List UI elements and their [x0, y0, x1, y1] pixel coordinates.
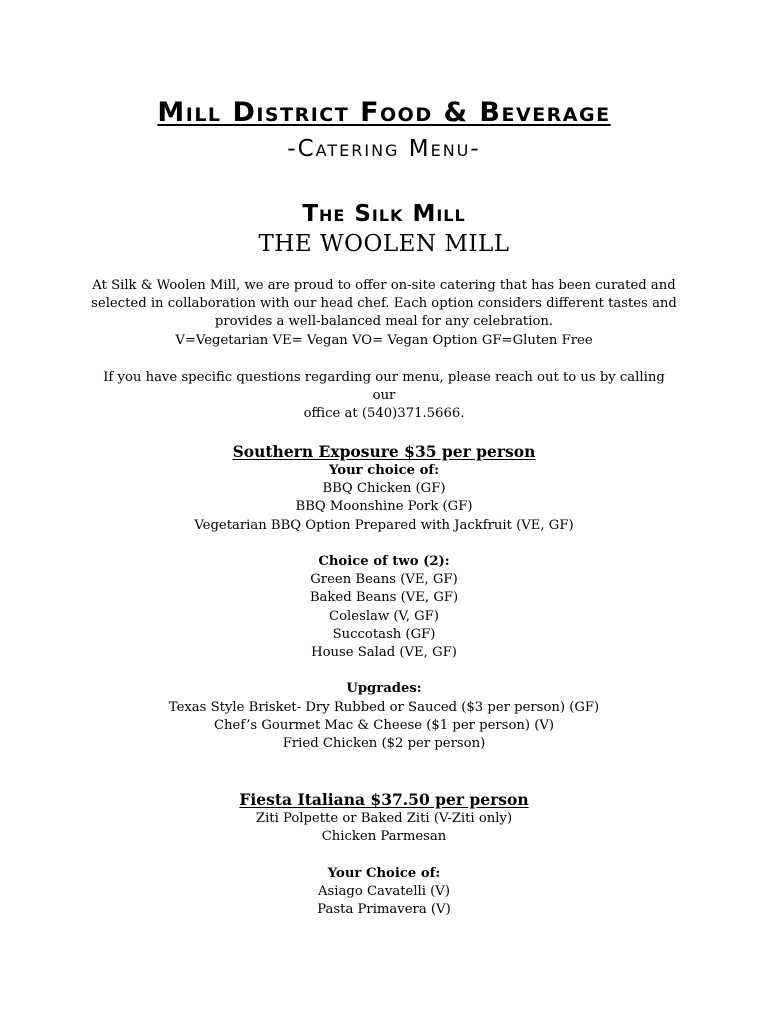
page-subtitle: -Catering Menu-: [287, 136, 481, 162]
menu-item: Pasta Primavera (V): [317, 902, 451, 917]
intro-paragraph: [90, 277, 678, 350]
menu-item: House Salad (VE, GF): [311, 645, 457, 661]
contact-line: If you have specific questions regarding our menu, please reach out to us by calling our: [103, 370, 665, 404]
group-heading: Upgrades:: [346, 681, 422, 697]
contact-line: office at (540)371.5666.: [303, 406, 465, 422]
venue-name-silk-mill: The Silk Mill: [302, 201, 466, 227]
menu-item: Chicken Parmesan: [321, 829, 447, 845]
section-title: Fiesta Italiana $37.50 per person: [239, 790, 529, 809]
menu-item: Succotash (GF): [332, 626, 436, 642]
menu-item: Baked Beans (VE, GF): [309, 590, 459, 606]
menu-item: Chef’s Gourmet Mac & Cheese ($1 per person) (V): [213, 717, 555, 733]
intro-line: provides a well-balanced meal for any celebration.: [214, 314, 554, 330]
menu-item: BBQ Moonshine Pork (GF): [295, 499, 473, 515]
group-heading: Choice of two (2):: [318, 554, 450, 569]
spacer: [0, 535, 768, 553]
menu-section-fiesta-italiana: [0, 790, 768, 919]
menu-item: Vegetarian BBQ Option Prepared with Jackfruit (VE, GF): [194, 517, 574, 533]
dietary-legend: V=Vegetarian VE= Vegan VO= Vegan Option GF=Gluten Free: [175, 332, 593, 348]
intro-line: selected in collaboration with our head chef. Each option considers different tastes and: [91, 296, 677, 312]
venue-name-woolen-mill: THE WOOLEN MILL: [258, 231, 510, 257]
group-heading: Your Choice of:: [327, 865, 441, 881]
page-title: Mill District Food & Beverage: [157, 97, 611, 128]
group-heading: Your choice of:: [329, 463, 439, 478]
intro-line: At Silk & Woolen Mill, we are proud to offer on-site catering that has been curated and: [92, 278, 676, 293]
menu-item: BBQ Chicken (GF): [322, 481, 446, 497]
spacer: [0, 846, 768, 864]
menu-item: Asiago Cavatelli (V): [318, 883, 450, 899]
contact-paragraph: [90, 369, 678, 424]
section-title: Southern Exposure $35 per person: [232, 442, 536, 461]
menu-item: Coleslaw (V, GF): [329, 608, 439, 624]
menu-item: Fried Chicken ($2 per person): [282, 736, 486, 752]
menu-item: Texas Style Brisket- Dry Rubbed or Sauced ($3 per person) (GF): [168, 699, 600, 715]
menu-item: Ziti Polpette or Baked Ziti (V-Ziti only): [255, 811, 513, 826]
menu-section-southern-exposure: [0, 442, 768, 753]
spacer: [0, 662, 768, 680]
menu-item: Green Beans (VE, GF): [310, 572, 458, 588]
